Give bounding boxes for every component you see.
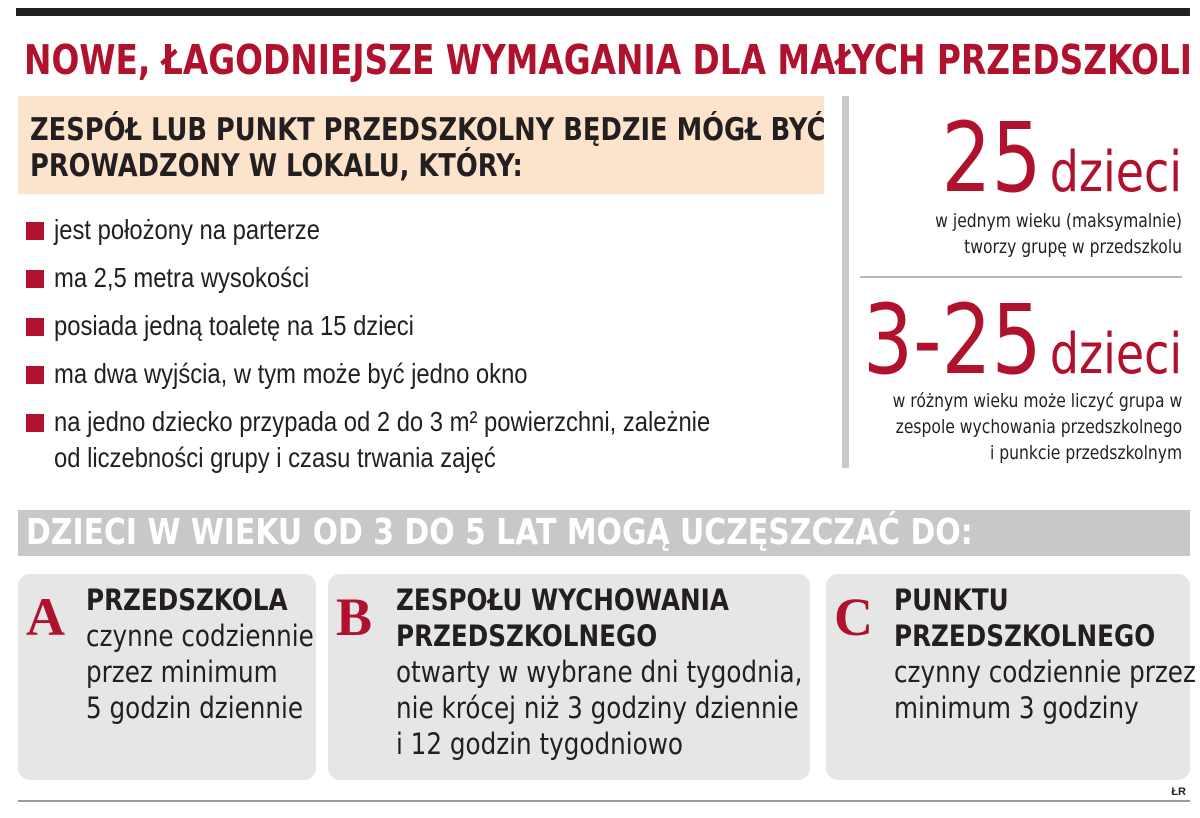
option-letter: B bbox=[336, 587, 373, 647]
list-item-text: posiada jedną toaletę na 15 dzieci bbox=[54, 310, 414, 341]
stat-number: 3-25 bbox=[862, 284, 1042, 396]
option-body: PRZEDSZKOLA czynne codziennie przez minimum 5 godzin dziennie bbox=[86, 583, 314, 725]
option-body: PUNKTU PRZEDSZKOLNEGO czynny codziennie przez minimum 3 godziny bbox=[894, 583, 1196, 725]
option-card-c bbox=[826, 574, 1196, 780]
bottom-rule bbox=[18, 800, 1190, 802]
stat-block bbox=[881, 102, 1182, 260]
stat-unit: dzieci bbox=[1049, 322, 1182, 387]
option-letter: A bbox=[26, 587, 65, 647]
bullet-square-icon bbox=[26, 366, 44, 384]
list-item-text: ma 2,5 metra wysokości bbox=[54, 262, 310, 293]
option-card-a bbox=[18, 574, 316, 780]
page-title: NOWE, ŁAGODNIEJSZE WYMAGANIA DLA MAŁYCH PRZEDSZKOLI bbox=[24, 36, 1192, 84]
option-letter: C bbox=[834, 587, 873, 647]
stat-description: w różnym wieku może liczyć grupa w zespole wychowania przedszkolnego i punkcie przedszkolnym bbox=[892, 390, 1182, 464]
bullet-square-icon bbox=[26, 414, 44, 432]
list-item-text: na jedno dziecko przypada od 2 do 3 m² powierzchni, zależnie od liczebności grupy i czasu trwania zajęć bbox=[54, 406, 711, 473]
section-band bbox=[18, 510, 1190, 556]
bullet-square-icon bbox=[26, 222, 44, 240]
source-credit: ŁR bbox=[1171, 786, 1186, 798]
bullet-square-icon bbox=[26, 318, 44, 336]
requirements-header bbox=[18, 96, 824, 194]
list-item-text: jest położony na parterze bbox=[54, 214, 320, 245]
list-item-text: ma dwa wyjścia, w tym może być jedno okno bbox=[54, 358, 528, 389]
stat-number: 25 bbox=[941, 102, 1042, 214]
stat-figure bbox=[935, 102, 1182, 214]
option-card-b bbox=[328, 574, 810, 780]
option-body: ZESPOŁU WYCHOWANIA PRZEDSZKOLNEGO otwarty w wybrane dni tygodnia, nie krócej niż 3 godziny dziennie i 12 godzin tygodniowo bbox=[396, 583, 803, 761]
stat-unit: dzieci bbox=[1049, 140, 1182, 205]
stat-divider bbox=[860, 276, 1182, 278]
stat-figure bbox=[863, 284, 1182, 396]
requirements-header-line-1: ZESPÓŁ LUB PUNKT PRZEDSZKOLNY BĘDZIE MÓGŁ BYĆ bbox=[30, 112, 826, 148]
stat-description: w jednym wieku (maksymalnie) tworzy grupę w przedszkolu bbox=[935, 210, 1182, 258]
top-rule bbox=[16, 8, 1190, 16]
requirements-header-line-2: PROWADZONY W LOKALU, KTÓRY: bbox=[30, 148, 523, 184]
stat-block bbox=[793, 284, 1182, 466]
section-band-title: DZIECI W WIEKU OD 3 DO 5 LAT MOGĄ UCZĘSZCZAĆ DO: bbox=[26, 512, 973, 553]
bullet-square-icon bbox=[26, 270, 44, 288]
